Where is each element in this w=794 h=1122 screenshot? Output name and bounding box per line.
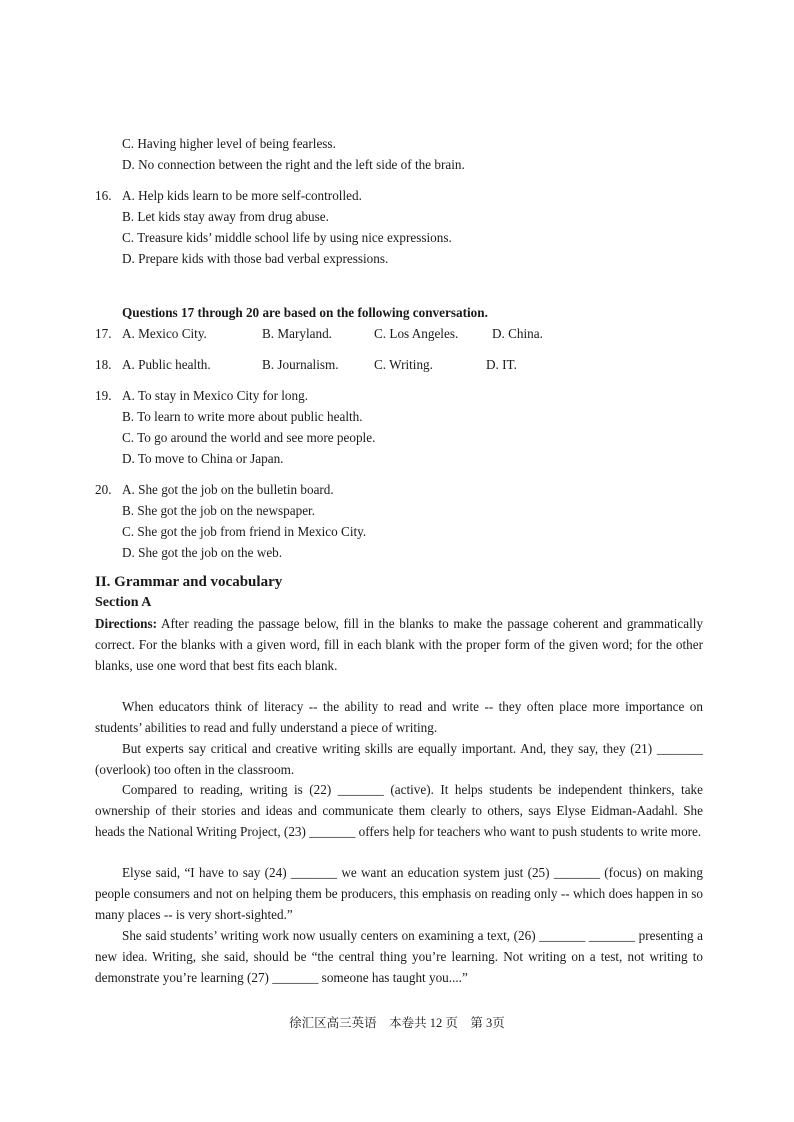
q16-number: 16.: [95, 188, 112, 203]
q19-option-a: A. To stay in Mexico City for long.: [122, 388, 309, 403]
q18-option-d: D. IT.: [486, 357, 517, 372]
q18-option-a: A. Public health.: [122, 357, 211, 372]
q18-number: 18.: [95, 357, 112, 372]
passage-paragraph-1: When educators think of literacy -- the ability to read and write -- they often place more importance on students’ abilities to read and fully understand a piece of writing.: [95, 699, 703, 735]
q17-option-b: B. Maryland.: [262, 326, 332, 341]
passage-paragraph-3: Compared to reading, writing is (22) _______ (active). It helps students be independent thinkers, take ownership of their stories and ideas and communicate them clearly to others, says Elyse Eidman-Aadahl. She heads the National Writing Project, (23) _______ offers help for teachers who want to push students to write more.: [95, 782, 703, 839]
q16-option-d: D. Prepare kids with those bad verbal expressions.: [122, 251, 389, 266]
q16-option-c: C. Treasure kids’ middle school life by using nice expressions.: [122, 230, 452, 245]
q16-option-a: A. Help kids learn to be more self-controlled.: [122, 188, 362, 203]
passage-paragraph-2: But experts say critical and creative writing skills are equally important. And, they say, they (21) _______ (overlook) too often in the classroom.: [95, 741, 703, 777]
conversation-heading: Questions 17 through 20 are based on the following conversation.: [122, 305, 488, 320]
q20-number: 20.: [95, 482, 112, 497]
q15-option-c: C. Having higher level of being fearless.: [122, 136, 336, 151]
directions-label: Directions:: [95, 616, 158, 631]
section-title: Section A: [95, 595, 152, 610]
q19-option-b: B. To learn to write more about public health.: [122, 409, 363, 424]
q18-option-c: C. Writing.: [374, 357, 433, 372]
q19-number: 19.: [95, 388, 112, 403]
passage-paragraph-4: Elyse said, “I have to say (24) _______ we want an education system just (25) _______ (focus) on making people consumers and not on helping them be producers, this emphasis on reading only -- which does happen in so many places -- is very short-sighted.”: [95, 865, 703, 922]
q19-option-d: D. To move to China or Japan.: [122, 451, 284, 466]
page-footer: 徐汇区高三英语 本卷共 12 页 第 3页: [289, 1016, 505, 1030]
q20-option-d: D. She got the job on the web.: [122, 545, 283, 560]
q17-option-d: D. China.: [492, 326, 543, 341]
q19-option-c: C. To go around the world and see more people.: [122, 430, 376, 445]
q20-option-a: A. She got the job on the bulletin board.: [122, 482, 334, 497]
q18-option-b: B. Journalism.: [262, 357, 339, 372]
directions: [95, 614, 703, 676]
q17-option-a: A. Mexico City.: [122, 326, 207, 341]
q17-option-c: C. Los Angeles.: [374, 326, 459, 341]
q17-number: 17.: [95, 326, 112, 341]
q16-option-b: B. Let kids stay away from drug abuse.: [122, 209, 329, 224]
part-title: II. Grammar and vocabulary: [95, 574, 283, 590]
q20-option-c: C. She got the job from friend in Mexico City.: [122, 524, 367, 539]
q20-option-b: B. She got the job on the newspaper.: [122, 503, 316, 518]
directions-text: After reading the passage below, fill in the blanks to make the passage coherent and grammatically correct. For the blanks with a given word, fill in each blank with the proper form of the given word; for the other blanks, use one word that best fits each blank.: [95, 616, 703, 673]
q15-option-d: D. No connection between the right and the left side of the brain.: [122, 157, 465, 172]
passage-paragraph-5: She said students’ writing work now usually centers on examining a text, (26) _______ _______ presenting a new idea. Writing, she said, should be “the central thing you’re learning. Not writing on a test, not writing to demonstrate you’re learning (27) _______ someone has taught you....”: [95, 928, 703, 985]
